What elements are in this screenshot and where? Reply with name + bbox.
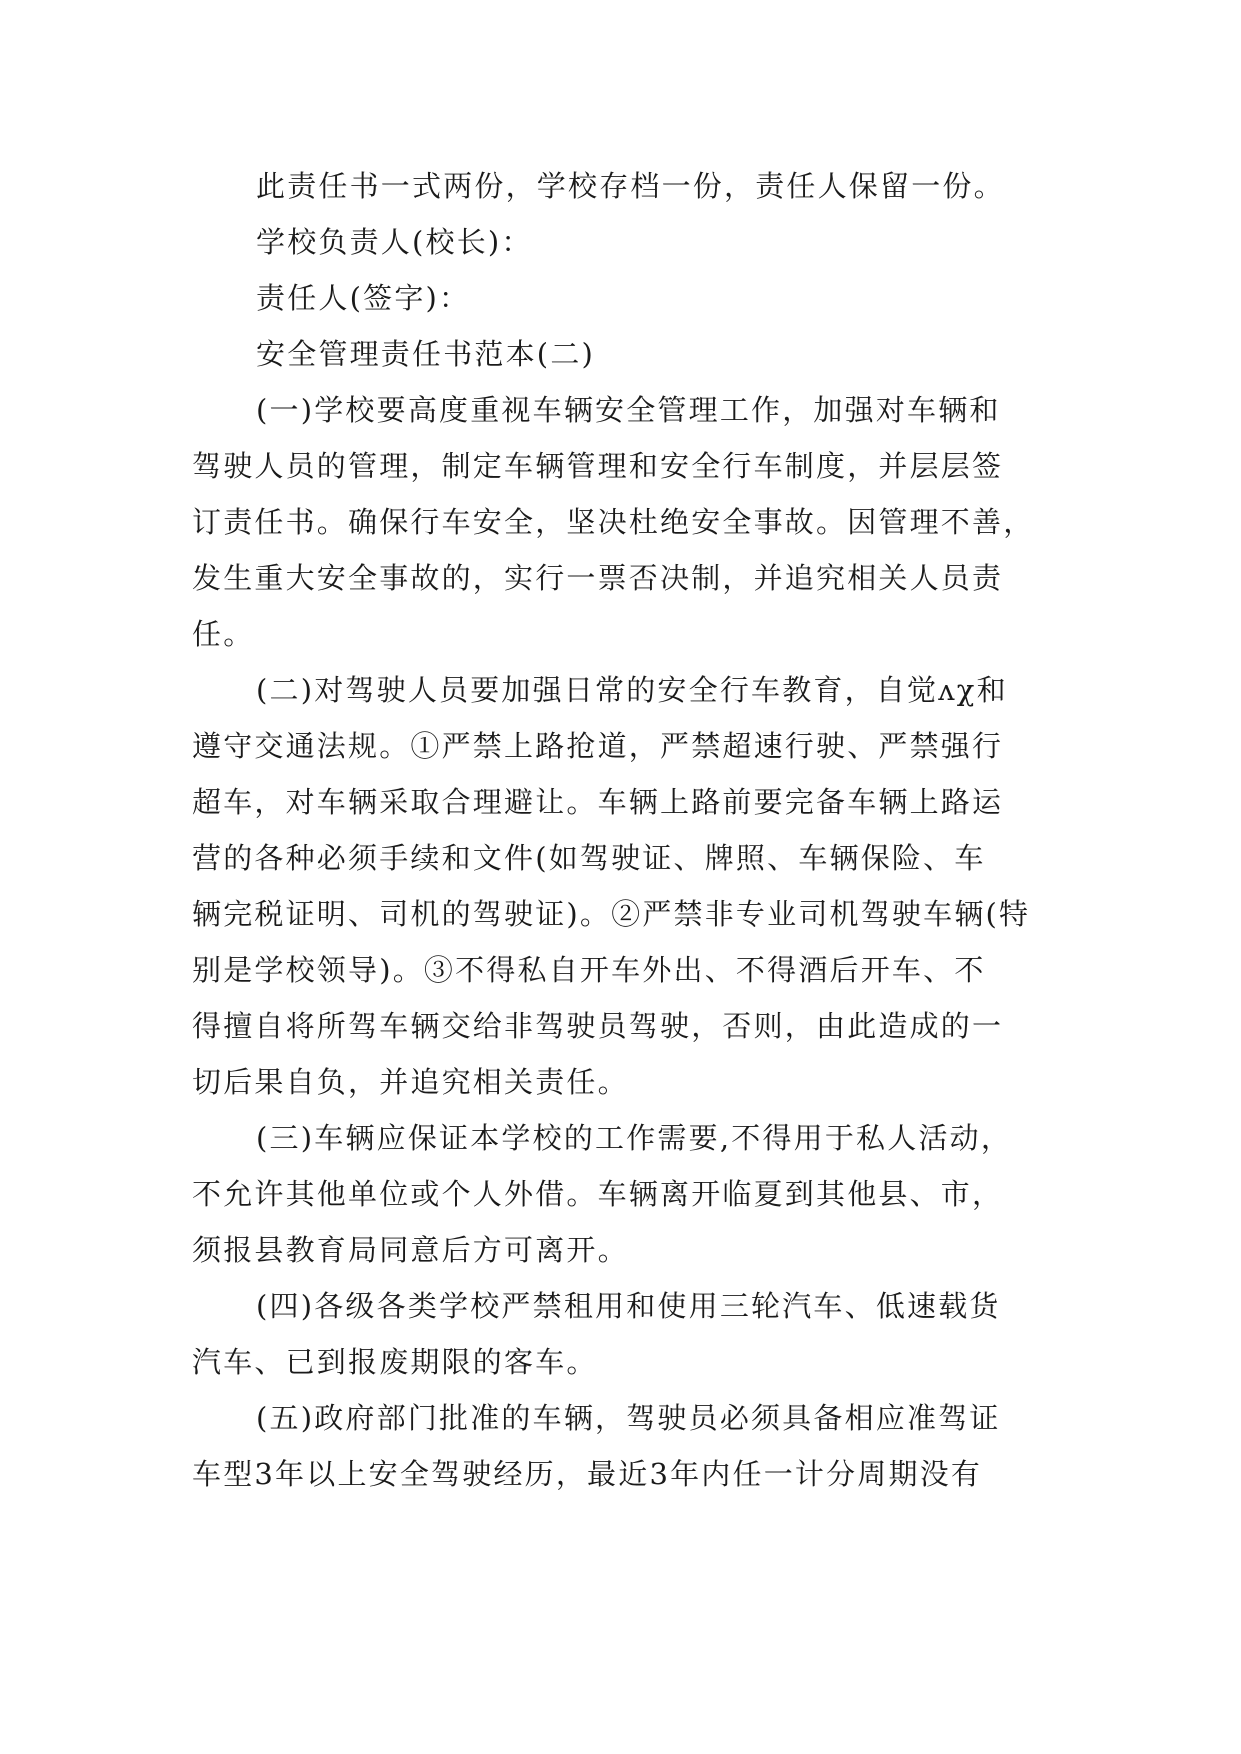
text-line: 别是学校领导)。③不得私自开车外出、不得酒后开车、不: [192, 953, 986, 987]
document-body: [192, 158, 1052, 1502]
text-line: 切后果自负，并追究相关责任。: [192, 1065, 629, 1099]
signature-responsible-person: 责任人(签字)：: [256, 281, 471, 315]
text-line: 营的各种必须手续和文件(如驾驶证、牌照、车辆保险、车: [192, 841, 986, 875]
text-line: 得擅自将所驾车辆交给非驾驶员驾驶，否则，由此造成的一: [192, 1009, 1004, 1043]
text-line: 遵守交通法规。①严禁上路抢道，严禁超速行驶、严禁强行: [192, 729, 1004, 763]
text-line: 须报县教育局同意后方可离开。: [192, 1233, 629, 1267]
text-line: 车型3年以上安全驾驶经历，最近3年内任一计分周期没有: [192, 1457, 983, 1491]
text-line: 不允许其他单位或个人外借。车辆离开临夏到其他县、市，: [192, 1177, 1004, 1211]
text-line: (一)学校要高度重视车辆安全管理工作，加强对车辆和: [256, 393, 1001, 427]
text-line: 驾驶人员的管理，制定车辆管理和安全行车制度，并层层签: [192, 449, 1004, 483]
text-line: (二)对驾驶人员要加强日常的安全行车教育，自觉ʌχ和: [256, 673, 1008, 707]
text-line: (四)各级各类学校严禁租用和使用三轮汽车、低速载货: [256, 1289, 1001, 1323]
text-line: 辆完税证明、司机的驾驶证)。②严禁非专业司机驾驶车辆(特: [192, 897, 1031, 931]
text-line: 发生重大安全事故的，实行一票否决制，并追究相关人员责: [192, 561, 1004, 595]
text-line: (三)车辆应保证本学校的工作需要,不得用于私人活动，: [256, 1121, 1013, 1155]
text-line: (五)政府部门批准的车辆，驾驶员必须具备相应准驾证: [256, 1401, 1001, 1435]
signature-principal: 学校负责人(校长)：: [256, 225, 533, 259]
section-title: 安全管理责任书范本(二): [256, 337, 596, 371]
text-line: 订责任书。确保行车安全，坚决杜绝安全事故。因管理不善，: [192, 505, 1035, 539]
text-line: 汽车、已到报废期限的客车。: [192, 1345, 598, 1379]
paragraph-copies-note: 此责任书一式两份，学校存档一份，责任人保留一份。: [256, 169, 1005, 203]
text-line: 任。: [192, 617, 255, 651]
text-line: 超车，对车辆采取合理避让。车辆上路前要完备车辆上路运: [192, 785, 1004, 819]
